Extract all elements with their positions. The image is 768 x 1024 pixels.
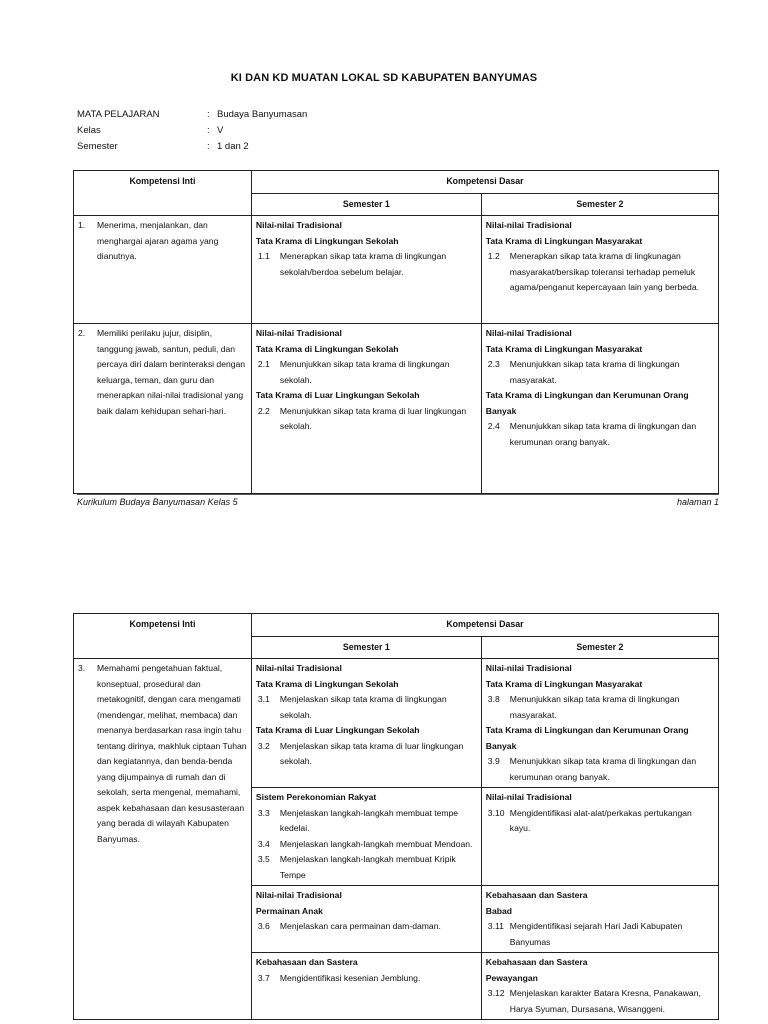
kd-subheading: Tata Krama di Luar Lingkungan Sekolah bbox=[255, 390, 420, 400]
kd-heading: Kebahasaan dan Sastera bbox=[485, 957, 588, 967]
kd-text: Menerapkan sikap tata krama di lingkunagan masyarakat/bersikap toleransi terhadap pemeluk agama/penganut kepercayaan lain yang berbeda. bbox=[509, 251, 700, 292]
kd-text: Menjelaskan sikap tata krama di lingkungan sekolah. bbox=[279, 694, 447, 720]
meta-label: Semester bbox=[77, 141, 118, 152]
kd-semester-2-cell bbox=[481, 953, 718, 1020]
kd-item bbox=[256, 806, 477, 837]
table-row bbox=[74, 216, 719, 324]
kd-text: Menjelaskan karakter Batara Kresna, Panakawan, Harya Syuman, Dursasana, Wisanggeni. bbox=[509, 988, 701, 1014]
ki-text: Menerima, menjalankan, dan menghargai ajaran agama yang dianutnya. bbox=[97, 220, 219, 261]
ki-text: Memiliki perilaku jujur, disiplin, tanggung jawab, santun, peduli, dan percaya diri dalam berinteraksi dengan keluarga, teman, dan guru dan menerapkan nilai-nilai tradisional yang baik dalam kehidupan sehari-hari. bbox=[97, 328, 246, 416]
meta-row-class bbox=[77, 123, 307, 139]
kd-number: 3.3 bbox=[257, 807, 270, 818]
kd-heading: Kebahasaan dan Sastera bbox=[255, 957, 358, 967]
kd-subheading: Tata Krama di Lingkungan dan Kerumunan Orang Banyak bbox=[485, 725, 689, 751]
kd-heading: Nilai-nilai Tradisional bbox=[485, 792, 572, 802]
kd-subheading: Tata Krama di Lingkungan dan Kerumunan Orang Banyak bbox=[485, 390, 689, 416]
kd-text: Menunjukkan sikap tata krama di lingkungan sekolah. bbox=[279, 359, 450, 385]
kd-item bbox=[486, 419, 714, 450]
ki-cell bbox=[74, 324, 252, 494]
header-kompetensi-dasar: Kompetensi Dasar bbox=[251, 171, 718, 194]
kd-text: Menjelaskan cara permainan dam-daman. bbox=[279, 921, 441, 931]
kd-heading: Nilai-nilai Tradisional bbox=[485, 220, 572, 230]
kd-subheading: Tata Krama di Lingkungan Sekolah bbox=[255, 235, 399, 246]
header-kompetensi-dasar: Kompetensi Dasar bbox=[251, 614, 718, 637]
kd-semester-1-cell bbox=[251, 953, 481, 1020]
kd-number: 2.1 bbox=[257, 359, 270, 369]
kd-text: Mengidentifikasi alat-alat/perkakas pertukangan kayu. bbox=[509, 807, 692, 833]
kd-text: Menunjukkan sikap tata krama di luar lingkungan sekolah. bbox=[279, 405, 467, 431]
kd-semester-1-cell bbox=[251, 886, 481, 953]
kd-semester-2-cell bbox=[481, 324, 718, 494]
kd-item bbox=[256, 404, 477, 435]
kd-number: 3.1 bbox=[257, 694, 270, 704]
meta-row-semester bbox=[77, 139, 307, 155]
kd-semester-2-cell bbox=[481, 216, 718, 324]
header-kompetensi-inti: Kompetensi Inti bbox=[74, 614, 252, 659]
kd-subheading: Tata Krama di Lingkungan Masyarakat bbox=[485, 678, 643, 689]
kd-text: Menunjukkan sikap tata krama di lingkungan masyarakat. bbox=[509, 359, 680, 385]
kd-item bbox=[256, 249, 477, 280]
kd-heading: Nilai-nilai Tradisional bbox=[255, 220, 342, 230]
meta-value: 1 dan 2 bbox=[217, 141, 249, 152]
document-title: KI DAN KD MUATAN LOKAL SD KABUPATEN BANYUMAS bbox=[230, 72, 538, 84]
kd-text: Menunjukkan sikap tata krama di lingkungan dan kerumunan orang banyak. bbox=[509, 421, 697, 447]
kd-semester-1-cell bbox=[251, 324, 481, 494]
kd-heading: Nilai-nilai Tradisional bbox=[485, 328, 572, 338]
header-semester-1: Semester 1 bbox=[251, 636, 481, 659]
meta-value: V bbox=[217, 125, 224, 136]
competency-table-page-2 bbox=[73, 613, 719, 1020]
meta-row-subject bbox=[77, 107, 307, 123]
kd-item bbox=[256, 739, 477, 770]
meta-label: MATA PELAJARAN bbox=[77, 109, 160, 120]
kd-semester-1-cell bbox=[251, 216, 481, 324]
header-semester-2: Semester 2 bbox=[481, 193, 718, 216]
kd-subheading: Tata Krama di Lingkungan Sekolah bbox=[255, 678, 399, 689]
kd-subheading: Tata Krama di Lingkungan Masyarakat bbox=[485, 343, 643, 354]
kd-subheading: Tata Krama di Lingkungan Sekolah bbox=[255, 343, 399, 354]
header-semester-1: Semester 1 bbox=[251, 193, 481, 216]
kd-item bbox=[486, 249, 714, 296]
kd-subheading: Tata Krama di Luar Lingkungan Sekolah bbox=[255, 725, 420, 735]
table-row bbox=[74, 324, 719, 494]
ki-cell bbox=[74, 659, 252, 1020]
kd-heading: Sistem Perekonomian Rakyat bbox=[255, 792, 377, 802]
meta-separator: : bbox=[207, 141, 210, 152]
kd-subheading: Permainan Anak bbox=[255, 905, 323, 916]
kd-text: Menjelaskan langkah-langkah membuat Kripik Tempe bbox=[279, 854, 456, 880]
kd-subheading: Pewayangan bbox=[485, 972, 538, 983]
kd-text: Menjelaskan langkah-langkah membuat Mendoan. bbox=[279, 838, 473, 849]
kd-subheading: Babad bbox=[485, 905, 513, 916]
kd-item bbox=[486, 986, 714, 1017]
kd-number: 3.11 bbox=[487, 921, 504, 931]
kd-item bbox=[256, 692, 477, 723]
kd-number: 2.4 bbox=[487, 421, 500, 431]
kd-number: 3.9 bbox=[487, 756, 500, 766]
subject-info bbox=[77, 107, 307, 155]
kd-text: Menjelaskan langkah-langkah membuat tempe kedelai. bbox=[279, 807, 459, 833]
kd-item bbox=[256, 919, 477, 935]
kd-text: Menunjukkan sikap tata krama di lingkungan dan kerumunan orang banyak. bbox=[509, 756, 697, 782]
kd-heading: Nilai-nilai Tradisional bbox=[255, 663, 342, 673]
kd-item bbox=[256, 837, 477, 853]
kd-item bbox=[486, 357, 714, 388]
header-kompetensi-inti: Kompetensi Inti bbox=[74, 171, 252, 216]
meta-value: Budaya Banyumasan bbox=[217, 109, 308, 120]
kd-number: 1.2 bbox=[487, 251, 500, 261]
ki-cell bbox=[74, 216, 252, 324]
kd-number: 3.12 bbox=[487, 988, 505, 998]
footer-page-number: halaman 1 bbox=[676, 497, 719, 507]
kd-semester-2-cell bbox=[481, 788, 718, 886]
header-semester-2: Semester 2 bbox=[481, 636, 718, 659]
competency-table-page-1 bbox=[73, 170, 719, 494]
kd-heading: Nilai-nilai Tradisional bbox=[485, 663, 572, 673]
kd-semester-2-cell bbox=[481, 659, 718, 788]
kd-number: 3.2 bbox=[257, 740, 270, 751]
kd-item bbox=[256, 357, 477, 388]
kd-number: 3.6 bbox=[257, 921, 270, 931]
ki-number: 2. bbox=[78, 328, 86, 338]
kd-number: 3.8 bbox=[487, 694, 500, 704]
kd-item bbox=[256, 852, 477, 883]
kd-number: 3.10 bbox=[487, 807, 505, 818]
kd-text: Menunjukkan sikap tata krama di lingkungan masyarakat. bbox=[509, 694, 680, 720]
kd-item bbox=[486, 692, 714, 723]
kd-text: Mengidentifikasi kesenian Jemblung. bbox=[279, 972, 421, 983]
kd-semester-2-cell bbox=[481, 886, 718, 953]
kd-number: 3.4 bbox=[257, 838, 270, 849]
ki-number: 1. bbox=[78, 220, 86, 230]
footer-curriculum-label: Kurikulum Budaya Banyumasan Kelas 5 bbox=[77, 497, 238, 507]
kd-number: 2.3 bbox=[487, 359, 500, 369]
kd-text: Menjelaskan sikap tata krama di luar lingkungan sekolah. bbox=[279, 740, 464, 766]
kd-item bbox=[486, 754, 714, 785]
kd-number: 2.2 bbox=[257, 405, 270, 416]
ki-text: Memahami pengetahuan faktual, konseptual, prosedural dan metakognitif, dengan cara mengamati (mendengar, melihat, membaca) dan menanya berdasarkan rasa ingin tahu tentang dirinya, makhluk ciptaan Tuhan dan kegiatannya, dan benda-benda yang dijumpainya di rumah dan di sekolah, serta mengenal, memahami, aspek kebahasaan dan kesusasteraan yang berada di wilayah Kabupaten Banyumas. bbox=[97, 663, 247, 844]
kd-heading: Nilai-nilai Tradisional bbox=[255, 328, 342, 338]
meta-label: Kelas bbox=[77, 125, 101, 136]
kd-heading: Nilai-nilai Tradisional bbox=[255, 890, 342, 900]
meta-separator: : bbox=[207, 109, 210, 120]
kd-text: Menerapkan sikap tata krama di lingkungan sekolah/berdoa sebelum belajar. bbox=[279, 251, 447, 277]
ki-number: 3. bbox=[78, 663, 86, 673]
kd-number: 3.5 bbox=[257, 854, 270, 864]
kd-heading: Kebahasaan dan Sastera bbox=[485, 890, 588, 900]
kd-item bbox=[486, 806, 714, 837]
kd-semester-1-cell bbox=[251, 659, 481, 788]
kd-number: 1.1 bbox=[257, 251, 270, 261]
kd-text: Mengidentifikasi sejarah Hari Jadi Kabupaten Banyumas bbox=[509, 921, 683, 947]
meta-separator: : bbox=[207, 125, 210, 136]
kd-item bbox=[256, 971, 477, 987]
kd-subheading: Tata Krama di Lingkungan Masyarakat bbox=[485, 235, 643, 246]
kd-semester-1-cell bbox=[251, 788, 481, 886]
kd-item bbox=[486, 919, 714, 950]
table-row bbox=[74, 659, 719, 788]
page-footer bbox=[77, 494, 719, 507]
kd-number: 3.7 bbox=[257, 972, 270, 983]
